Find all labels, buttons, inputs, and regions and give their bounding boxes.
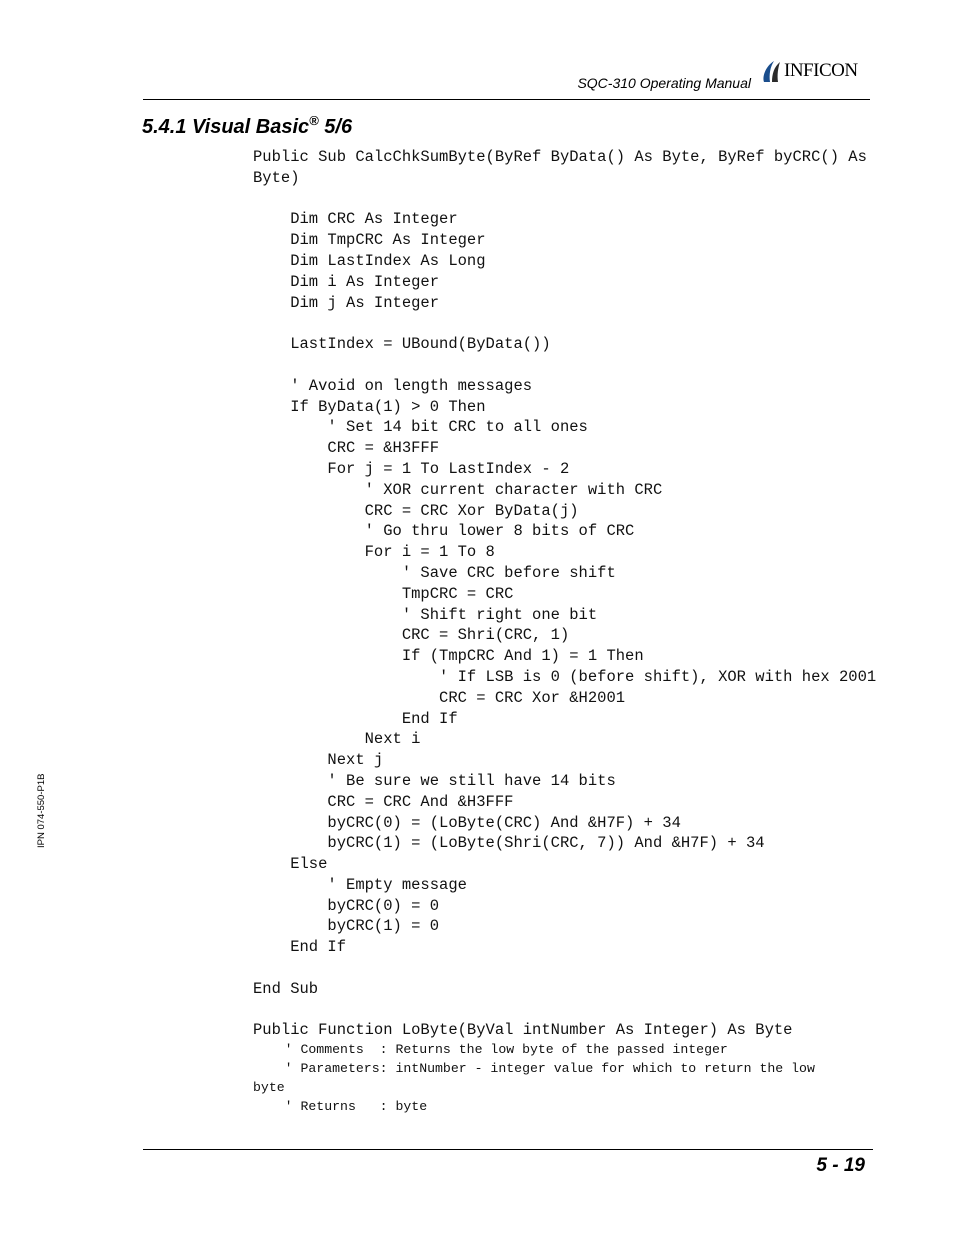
inficon-logo xyxy=(760,58,858,84)
section-heading xyxy=(142,113,352,139)
manual-title: SQC-310 Operating Manual xyxy=(577,75,751,91)
inficon-logo-mark-icon xyxy=(760,58,782,84)
section-heading-text: 5.4.1 Visual Basic xyxy=(142,116,310,138)
code-comment-block: ' Comments : Returns the low byte of the passed integer ' Parameters: intNumber - integer value for which to return the low byte ' Returns : byte xyxy=(253,1042,815,1114)
page-number: 5 - 19 xyxy=(816,1155,865,1176)
footer-rule xyxy=(143,1149,873,1150)
header-rule xyxy=(143,99,870,100)
section-heading-suffix: 5/6 xyxy=(318,116,353,138)
registered-mark: ® xyxy=(309,113,319,128)
code-listing: Public Sub CalcChkSumByte(ByRef ByData() As Byte, ByRef byCRC() As Byte) Dim CRC As Integer Dim TmpCRC As Integer Dim LastIndex As Long Dim i As Integer Dim j As Integer LastIndex = UBound(ByData()) ' Avoid on length messages If ByData(1) > 0 Then ' Set 14 bit CRC to all ones CRC = &H3FFF For j = 1 To LastIndex - 2 ' XOR current character with CRC CRC = CRC Xor ByData(j) ' Go thru lower 8 bits of CRC For i = 1 To 8 ' Save CRC before shift TmpCRC = CRC ' Shift right one bit CRC = Shri(CRC, 1) If (TmpCRC And 1) = 1 Then ' If LSB is 0 (before shift), XOR with hex 2001 CRC = CRC Xor &H2001 End If Next i Next j ' Be sure we still have 14 bits CRC = CRC And &H3FFF byCRC(0) = (LoByte(CRC) And &H7F) + 34 byCRC(1) = (LoByte(Shri(CRC, 7)) And &H7F) + 34 Else ' Empty message byCRC(0) = 0 byCRC(1) = 0 End If End Sub Public Function LoByte(ByVal intNumber As Integer) As Byte xyxy=(253,148,877,1040)
logo-wordmark: INFICON xyxy=(784,60,858,81)
document-id: IPN 074-550-P1B xyxy=(36,773,47,848)
